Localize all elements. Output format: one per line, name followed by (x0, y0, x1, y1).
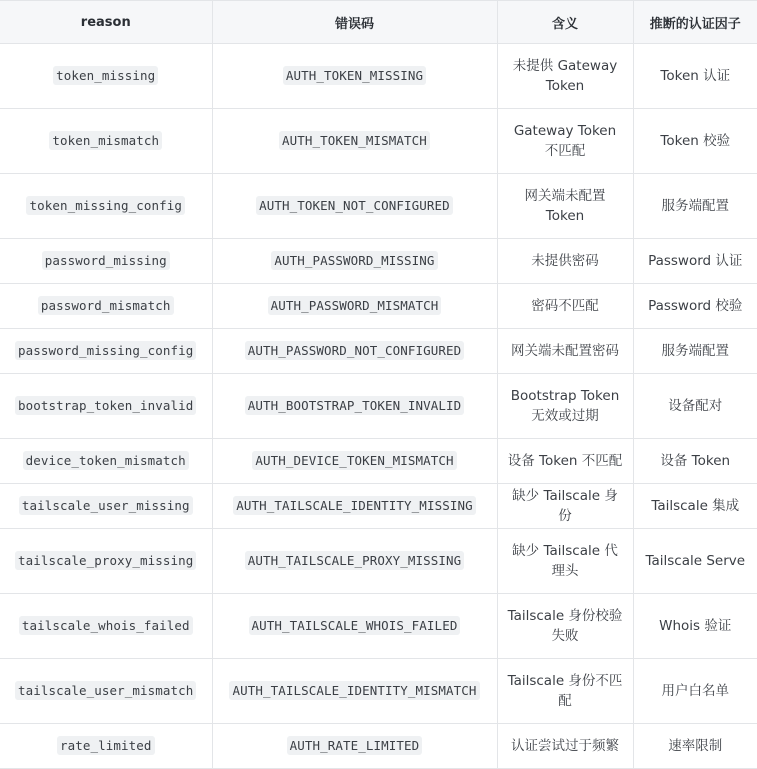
meaning-cell: 认证尝试过于频繁 (497, 724, 633, 769)
factor-cell: Password 认证 (633, 239, 757, 284)
reason-code: bootstrap_token_invalid (15, 396, 196, 415)
table-row (0, 109, 757, 174)
reason-code: rate_limited (57, 736, 155, 755)
reason-code: token_missing (53, 66, 158, 85)
factor-cell: 设备配对 (633, 374, 757, 439)
error-code-cell (212, 439, 497, 484)
header-reason: reason (0, 1, 212, 44)
error-code-cell (212, 484, 497, 529)
error-code: AUTH_TAILSCALE_PROXY_MISSING (245, 551, 465, 570)
reason-cell (0, 439, 212, 484)
error-code: AUTH_TAILSCALE_WHOIS_FAILED (249, 616, 461, 635)
table-row (0, 594, 757, 659)
error-code: AUTH_BOOTSTRAP_TOKEN_INVALID (245, 396, 465, 415)
factor-cell: Tailscale Serve (633, 529, 757, 594)
table-row (0, 659, 757, 724)
reason-code: password_missing (42, 251, 170, 270)
reason-code: password_mismatch (38, 296, 174, 315)
meaning-cell: 网关端未配置密码 (497, 329, 633, 374)
reason-cell (0, 529, 212, 594)
reason-cell (0, 329, 212, 374)
error-code: AUTH_PASSWORD_NOT_CONFIGURED (245, 341, 465, 360)
error-code-cell (212, 109, 497, 174)
reason-cell (0, 44, 212, 109)
error-code-cell (212, 594, 497, 659)
error-code: AUTH_TOKEN_MISMATCH (279, 131, 430, 150)
reason-cell (0, 109, 212, 174)
meaning-cell: 设备 Token 不匹配 (497, 439, 633, 484)
factor-cell: Tailscale 集成 (633, 484, 757, 529)
error-code: AUTH_RATE_LIMITED (287, 736, 423, 755)
meaning-cell: 未提供 Gateway Token (497, 44, 633, 109)
reason-code: password_missing_config (15, 341, 196, 360)
meaning-cell: 未提供密码 (497, 239, 633, 284)
reason-code: tailscale_user_missing (19, 496, 193, 515)
reason-code: token_mismatch (49, 131, 162, 150)
reason-cell (0, 174, 212, 239)
reason-code: device_token_mismatch (23, 451, 189, 470)
reason-code: tailscale_whois_failed (19, 616, 193, 635)
error-code: AUTH_DEVICE_TOKEN_MISMATCH (252, 451, 456, 470)
factor-cell: 服务端配置 (633, 329, 757, 374)
factor-cell: 设备 Token (633, 439, 757, 484)
error-code: AUTH_PASSWORD_MISMATCH (268, 296, 442, 315)
error-code-cell (212, 659, 497, 724)
table-row (0, 374, 757, 439)
table-row (0, 439, 757, 484)
meaning-cell: Gateway Token 不匹配 (497, 109, 633, 174)
reason-code: tailscale_user_mismatch (15, 681, 196, 700)
error-code: AUTH_TAILSCALE_IDENTITY_MISSING (233, 496, 475, 515)
factor-cell: 服务端配置 (633, 174, 757, 239)
reason-cell (0, 724, 212, 769)
error-code-cell (212, 529, 497, 594)
reason-cell (0, 284, 212, 329)
reason-code: token_missing_config (26, 196, 185, 215)
reason-cell (0, 484, 212, 529)
error-code-cell (212, 284, 497, 329)
meaning-cell: Bootstrap Token 无效或过期 (497, 374, 633, 439)
reason-cell (0, 374, 212, 439)
meaning-cell: 网关端未配置 Token (497, 174, 633, 239)
header-auth-factor: 推断的认证因子 (633, 1, 757, 44)
error-code: AUTH_PASSWORD_MISSING (271, 251, 437, 270)
table-row (0, 44, 757, 109)
error-code-cell (212, 44, 497, 109)
header-meaning: 含义 (497, 1, 633, 44)
meaning-cell: 密码不匹配 (497, 284, 633, 329)
reason-cell (0, 659, 212, 724)
meaning-cell: Tailscale 身份校验失败 (497, 594, 633, 659)
table-row (0, 284, 757, 329)
header-error-code: 错误码 (212, 1, 497, 44)
factor-cell: Password 校验 (633, 284, 757, 329)
factor-cell: Whois 验证 (633, 594, 757, 659)
reason-cell (0, 239, 212, 284)
error-code: AUTH_TOKEN_MISSING (283, 66, 426, 85)
meaning-cell: 缺少 Tailscale 身份 (497, 484, 633, 529)
error-code: AUTH_TOKEN_NOT_CONFIGURED (256, 196, 453, 215)
table-row (0, 174, 757, 239)
error-code-cell (212, 174, 497, 239)
error-code: AUTH_TAILSCALE_IDENTITY_MISMATCH (229, 681, 479, 700)
table-row (0, 329, 757, 374)
error-code-cell (212, 329, 497, 374)
error-code-cell (212, 374, 497, 439)
error-code-cell (212, 724, 497, 769)
reason-code: tailscale_proxy_missing (15, 551, 196, 570)
meaning-cell: Tailscale 身份不匹配 (497, 659, 633, 724)
reason-cell (0, 594, 212, 659)
factor-cell: Token 认证 (633, 44, 757, 109)
table-header-row (0, 1, 757, 44)
meaning-cell: 缺少 Tailscale 代理头 (497, 529, 633, 594)
table-row (0, 484, 757, 529)
table-row (0, 239, 757, 284)
table-row (0, 724, 757, 769)
factor-cell: Token 校验 (633, 109, 757, 174)
error-code-cell (212, 239, 497, 284)
factor-cell: 用户白名单 (633, 659, 757, 724)
table-row (0, 529, 757, 594)
factor-cell: 速率限制 (633, 724, 757, 769)
